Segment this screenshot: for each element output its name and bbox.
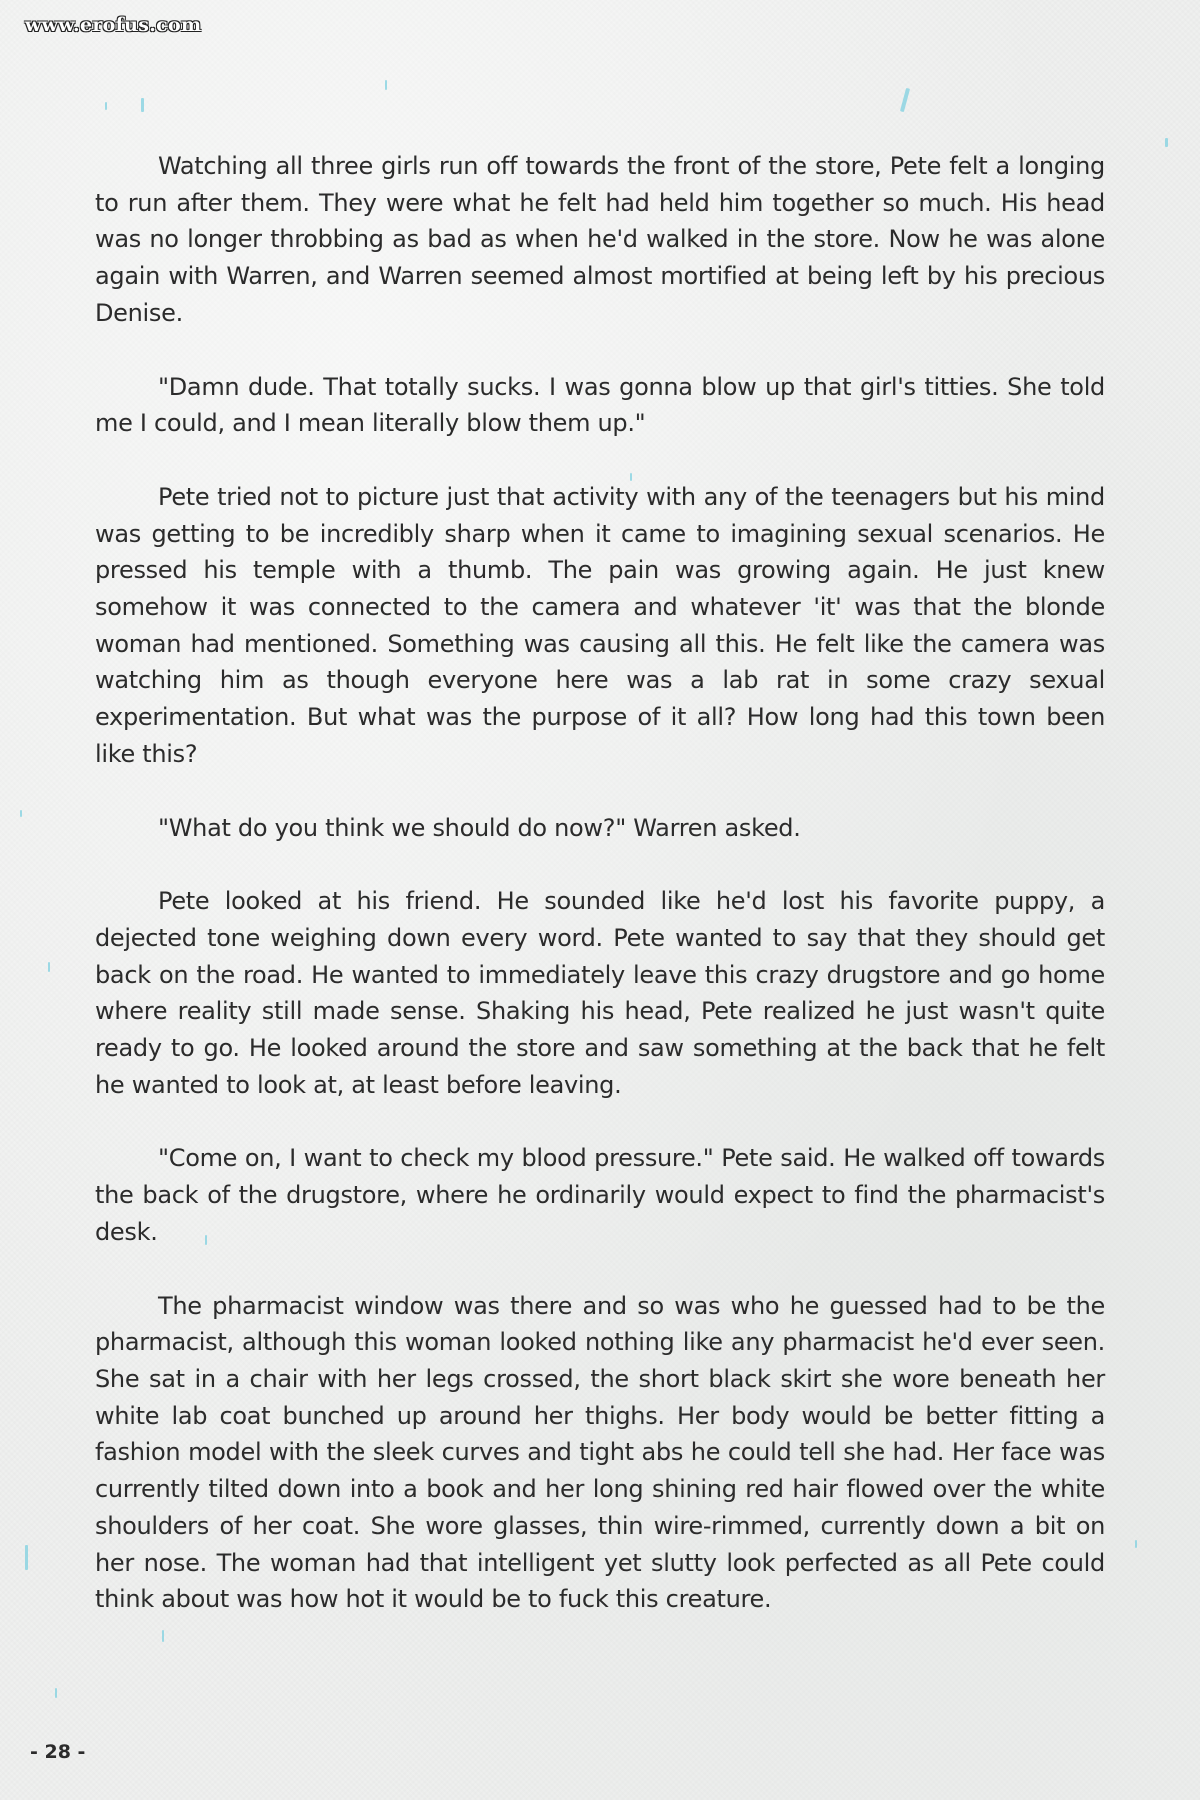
paint-speck — [20, 810, 22, 817]
paragraph: Watching all three girls run off towards the front of the store, Pete felt a longing to run after them. They were what he felt had held him together so much. His head was no longer throbbing as bad as when he'd walked in the store. Now he was alone again with Warren, and Warren seemed almost mortified at being left by his precious Denise. — [95, 152, 1105, 327]
paragraph: Pete tried not to picture just that activity with any of the teenagers but his mind was getting to be incredibly sharp when it came to imagining sexual scenarios. He pressed his temple with a thumb. The pain was growing again. He just knew somehow it was connected to the camera and whatever 'it' was that the blonde woman had mentioned. Something was causing all this. He felt like the camera was watching him as though everyone here was a lab rat in some crazy sexual experimentation. But what was the purpose of it all? How long had this town been like this? — [95, 482, 1105, 768]
paragraph: "Come on, I want to check my blood pressure." Pete said. He walked off towards the back of the drugstore, where he ordinarily would expect to find the pharmacist's desk. — [95, 1144, 1105, 1246]
paint-speck — [25, 1545, 28, 1570]
paragraph: "Damn dude. That totally sucks. I was gonna blow up that girl's titties. She told me I could, and I mean literally blow them up." — [95, 372, 1105, 438]
paint-speck — [1165, 138, 1168, 147]
paragraph: Pete looked at his friend. He sounded like he'd lost his favorite puppy, a dejected tone weighing down every word. Pete wanted to say that they should get back on the road. He wanted to immediately leave this crazy drugstore and go home where reality still made sense. Shaking his head, Pete realized he just wasn't quite ready to go. He looked around the store and saw something at the back that he felt he wanted to look at, at least before leaving. — [95, 887, 1105, 1099]
paint-speck — [48, 962, 50, 972]
paint-speck — [55, 1688, 57, 1698]
paint-speck — [385, 80, 387, 90]
body-text — [95, 148, 1105, 1655]
site-watermark: www.erofus.com — [25, 14, 202, 36]
paint-speck — [105, 102, 107, 110]
paragraph: The pharmacist window was there and so was who he guessed had to be the pharmacist, although this woman looked nothing like any pharmacist he'd ever seen. She sat in a chair with her legs crossed, the short black skirt she wore beneath her white lab coat bunched up around her thighs. Her body would be better fitting a fashion model with the sleek curves and tight abs he could tell she had. Her face was currently tilted down into a book and her long shining red hair flowed over the white shoulders of her coat. She wore glasses, thin wire-rimmed, currently down a bit on her nose. The woman had that intelligent yet slutty look perfected as all Pete could think about was how hot it would be to fuck this creature. — [95, 1291, 1105, 1614]
paint-speck — [1135, 1540, 1137, 1548]
paint-speck — [141, 98, 144, 112]
paragraph: "What do you think we should do now?" Warren asked. — [158, 813, 801, 842]
page-number: - 28 - — [30, 1741, 86, 1763]
